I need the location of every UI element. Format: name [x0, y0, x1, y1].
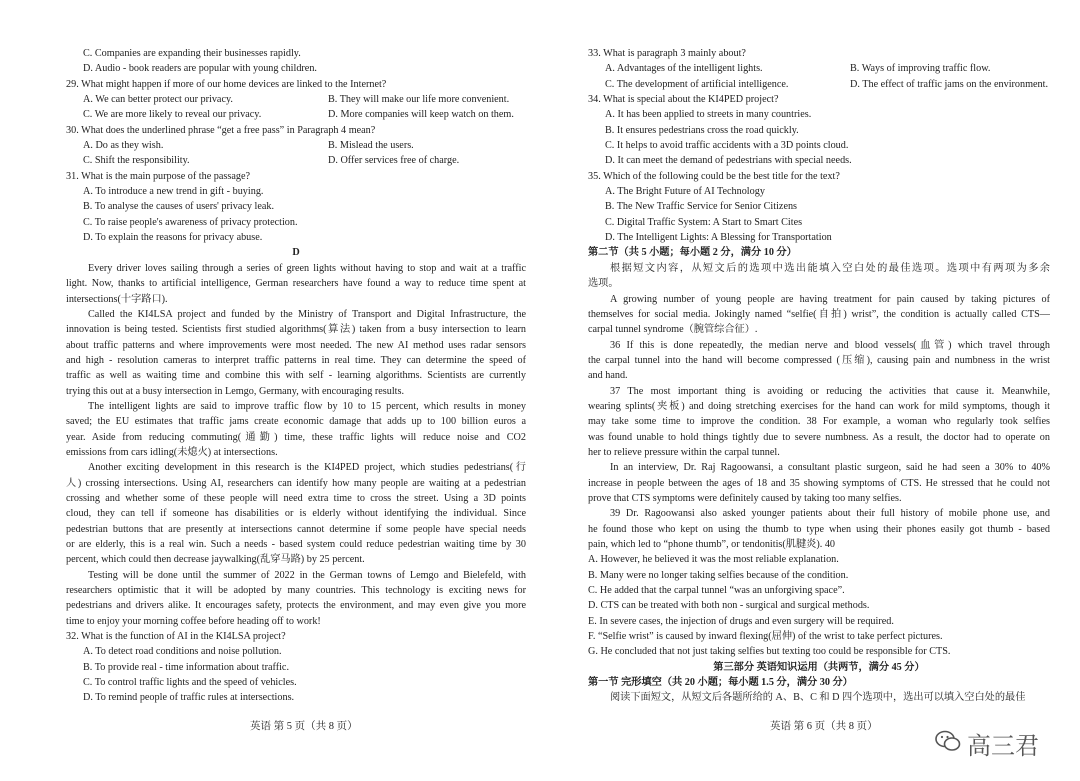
option-row [66, 92, 526, 107]
text-line: carpal tunnel syndrome（腕管综合征）. [588, 324, 758, 336]
text-line: D. It can meet the demand of pedestrians with special needs. [605, 155, 852, 167]
text-line: and hand. [588, 370, 628, 382]
text-line: 36 If this is done repeatedly, the median nerve and blood vessels(血管) which travel through [610, 339, 1050, 351]
text-line: crossing and whether some of these people will need extra time to cross the street. Using a 3D points [66, 492, 526, 504]
text-line: C. To control traffic lights and the speed of vehicles. [83, 677, 297, 689]
text-line: year. Aside from reducing commuting(通勤) time, these traffic lights will reduce noise and CO2 [66, 431, 526, 443]
text-line: 34. What is special about the KI4PED project? [588, 94, 779, 106]
option-row [66, 107, 526, 122]
text-line: 根据短文内容，从短文后的选项中选出能填入空白处的最佳选项。选项中有两项为多余 [610, 262, 1050, 274]
option-text: A. We can better protect our privacy. [83, 94, 233, 106]
text-line: cloud, they can tell if someone has disabilities or is elderly without identifying the individual. Since [66, 508, 526, 520]
text-line: emissions from cars idling(未熄火) at intersections. [66, 446, 278, 458]
text-line: 35. Which of the following could be the best title for the text? [588, 170, 840, 182]
text-line: 33. What is paragraph 3 mainly about? [588, 48, 746, 59]
option-text: B. They will make our life more convenient. [328, 94, 510, 106]
text-line: 32. What is the function of AI in the KI4LSA project? [66, 631, 286, 643]
text-line: time to enjoy your morning coffee before heading off to work! [66, 615, 321, 627]
text-line: 30. What does the underlined phrase “get a free pass” in Paragraph 4 mean? [66, 124, 376, 136]
watermark-text: 高三君 [967, 732, 1039, 760]
text-line: Every driver loves sailing through a series of green lights without having to stop and wait at a traffic [88, 262, 526, 274]
right-column [588, 46, 1050, 706]
text-line: A. To detect road conditions and noise pollution. [83, 646, 282, 658]
left-column [66, 46, 526, 706]
text-line: B. Many were no longer taking selfies because of the condition. [588, 569, 849, 581]
text-line: 选项。 [588, 278, 619, 290]
option-text: A. Advantages of the intelligent lights. [605, 63, 763, 75]
text-line: saved; the EU estimates that traffic jams create economic damage that adds up to 100 billion euros a [66, 416, 526, 428]
text-line: percent, which could then decrease jaywalking(乱穿马路) by 25 percent. [66, 554, 365, 566]
text-line: was found unable to hold things tightly due to severe numbness. As a result, the doctor had to operate on [588, 431, 1050, 443]
text-line: B. To provide real - time information about traffic. [83, 661, 289, 673]
text-line: C. Digital Traffic System: A Start to Smart Cites [605, 216, 803, 228]
page-footer-left: 英语 第 5 页（共 8 页） [250, 721, 358, 732]
text-line: E. In severe cases, the injection of drugs and even surgery will be required. [588, 615, 894, 627]
text-line: F. “Selfie wrist” is caused by inward flexing(屈伸) of the wrist to take perfect pictures. [588, 631, 943, 643]
text-line: The intelligent lights are said to improve traffic flow by 10 to 15 percent, which results in money [88, 400, 526, 412]
option-row [588, 77, 1050, 92]
text-line: pedestrians and drivers alike. It encourages safety, protects the environment, and may even give you more [66, 600, 526, 612]
text-line: 29. What might happen if more of our home devices are linked to the Internet? [66, 78, 387, 90]
text-line: about traffic patterns and where improvements were most needed. The new AI method uses radar sensors [66, 339, 526, 351]
text-line: C. He added that the carpal tunnel “was an unforgiving space”. [588, 585, 845, 597]
text-line: Testing will be done until the summer of 2022 in the German towns of Lemgo and Bielefeld, with [88, 569, 526, 581]
text-line: D. To remind people of traffic rules at intersections. [83, 692, 295, 704]
text-line: C. It helps to avoid traffic accidents with a 3D points cloud. [605, 140, 849, 152]
wechat-icon [935, 730, 961, 758]
watermark [935, 726, 1039, 761]
text-line: C. To raise people's awareness of privacy protection. [83, 216, 298, 228]
text-line: A. However, he believed it was the most reliable explanation. [588, 554, 839, 566]
text-line: prove that CTS symptoms were definitely caused by taking too many selfies. [588, 492, 902, 504]
option-text: C. We are more likely to reveal our privacy. [83, 109, 262, 121]
text-line: D. To explain the reasons for privacy abuse. [83, 232, 263, 244]
text-line: light. Now, thanks to artificial intelligence, German researchers have found a way to reduce time spent at [66, 278, 526, 290]
text-line: 第二节（共 5 小题；每小题 2 分，满分 10 分） [588, 247, 797, 259]
text-line: pain, which led to “phone thumb”, or tendonitis(肌腱炎). 40 [588, 539, 836, 550]
text-line: Another exciting development in this research is the KI4PED project, which studies pedestrians(行 [88, 462, 526, 474]
text-line: 31. What is the main purpose of the passage? [66, 170, 250, 182]
option-text: C. Shift the responsibility. [83, 155, 190, 167]
option-text: D. Offer services free of charge. [328, 155, 460, 167]
text-line: D. CTS can be treated with both non - surgical and surgical methods. [588, 600, 870, 612]
text-line: In an interview, Dr. Raj Ragoowansi, a consultant plastic surgeon, said he had seen a 30% to 40% [610, 462, 1050, 474]
text-line: C. Companies are expanding their businesses rapidly. [83, 48, 301, 59]
text-line: 阅读下面短文，从短文后各题所给的 A、B、C 和 D 四个选项中，选出可以填入空白处的最佳 [610, 692, 1026, 704]
text-line: 第三部分 英语知识运用（共两节，满分 45 分） [713, 661, 925, 673]
option-row [588, 61, 1050, 76]
text-line: or are elderly, this is a real win. Such a needs - based system could reduce pedestrian waiting time by 30 [66, 539, 526, 550]
text-line: 人) crossing intersections. Using AI, researchers can identify how many people are waiting at a pedestrian [66, 477, 526, 489]
text-line: 39 Dr. Ragoowansi also asked younger patients about their full history of mobile phone use, and [610, 508, 1050, 520]
text-line: researchers optimistic that it will be adopted by many countries. This technology is exciting news for [66, 585, 526, 597]
text-line: A. It has been applied to streets in many countries. [605, 109, 812, 121]
text-line: he found those who kept on using the thumb to type when using their phones easily got thumb - based [588, 523, 1050, 535]
text-line: may take some time to improve the condition. 38 For example, a woman who regularly took selfies [588, 416, 1050, 428]
text-line: 第一节 完形填空（共 20 小题；每小题 1.5 分，满分 30 分） [588, 677, 853, 689]
text-line: trying this out at a busy intersection in Lemgo, Germany, with encouraging results. [66, 385, 405, 397]
option-text: B. Ways of improving traffic flow. [850, 63, 991, 75]
text-line: B. To analyse the causes of users' privacy leak. [83, 201, 275, 213]
page-footer-right: 英语 第 6 页（共 8 页） [770, 721, 878, 732]
text-line: G. He concluded that not just taking selfies but texting too could be responsible for CTS. [588, 646, 951, 658]
text-line: increase in people between the ages of 18 and 35 showing symptoms of CTS. He stressed that he could not [588, 477, 1050, 489]
text-line: pedestrian buttons that are presently at intersections cannot determine if some people have special needs [66, 523, 526, 535]
text-line: A. To introduce a new trend in gift - buying. [83, 186, 264, 198]
text-line: D. Audio - book readers are popular with young children. [83, 63, 317, 75]
option-text: D. More companies will keep watch on them. [328, 109, 514, 121]
text-line: intersections(十字路口). [66, 293, 168, 305]
option-text: D. The effect of traffic jams on the environment. [850, 78, 1049, 90]
text-line: innovation is being tested. Scientists first studied algorithms(算法) taken from a busy intersection to learn [66, 324, 526, 336]
text-line: wearing splints(夹板) and doing stretching exercises for the hand can work for mild symptoms, though it [588, 400, 1050, 412]
option-text: B. Mislead the users. [328, 140, 414, 152]
text-line: the carpal tunnel into the hand will become compressed (压缩), causing pain and numbness in the wrist [588, 354, 1050, 366]
text-line: B. The New Traffic Service for Senior Citizens [605, 201, 798, 213]
text-line: Called the KI4LSA project and funded by the Ministry of Transport and Digital Infrastructure, the [88, 308, 526, 320]
text-line: A growing number of young people are having treatment for pain caused by taking pictures of [610, 293, 1050, 305]
text-line: 37 The most important thing is avoiding or reducing the activities that cause it. Meanwhile, [610, 385, 1050, 397]
option-row [66, 153, 526, 168]
text-line: themselves for social media. Jokingly named “selfie(自拍) wrist”, the condition is actually called CTS— [588, 308, 1050, 320]
option-row [66, 138, 526, 153]
text-line: traffic as well as waiting time and combine this with self - learning algorithms. Scientists are currently [66, 370, 526, 382]
text-line: A. The Bright Future of AI Technology [605, 186, 765, 198]
text-line: and high - resolution cameras to interpret traffic patterns in real time. They can determine the speed of [66, 354, 526, 366]
text-line: D. The Intelligent Lights: A Blessing for Transportation [605, 232, 832, 244]
text-line: her to relieve pressure within the carpal tunnel. [588, 446, 780, 458]
option-text: A. Do as they wish. [83, 140, 164, 152]
option-text: C. The development of artificial intelligence. [605, 78, 789, 90]
text-line: D [292, 247, 300, 259]
text-line: B. It ensures pedestrians cross the road quickly. [605, 124, 799, 136]
